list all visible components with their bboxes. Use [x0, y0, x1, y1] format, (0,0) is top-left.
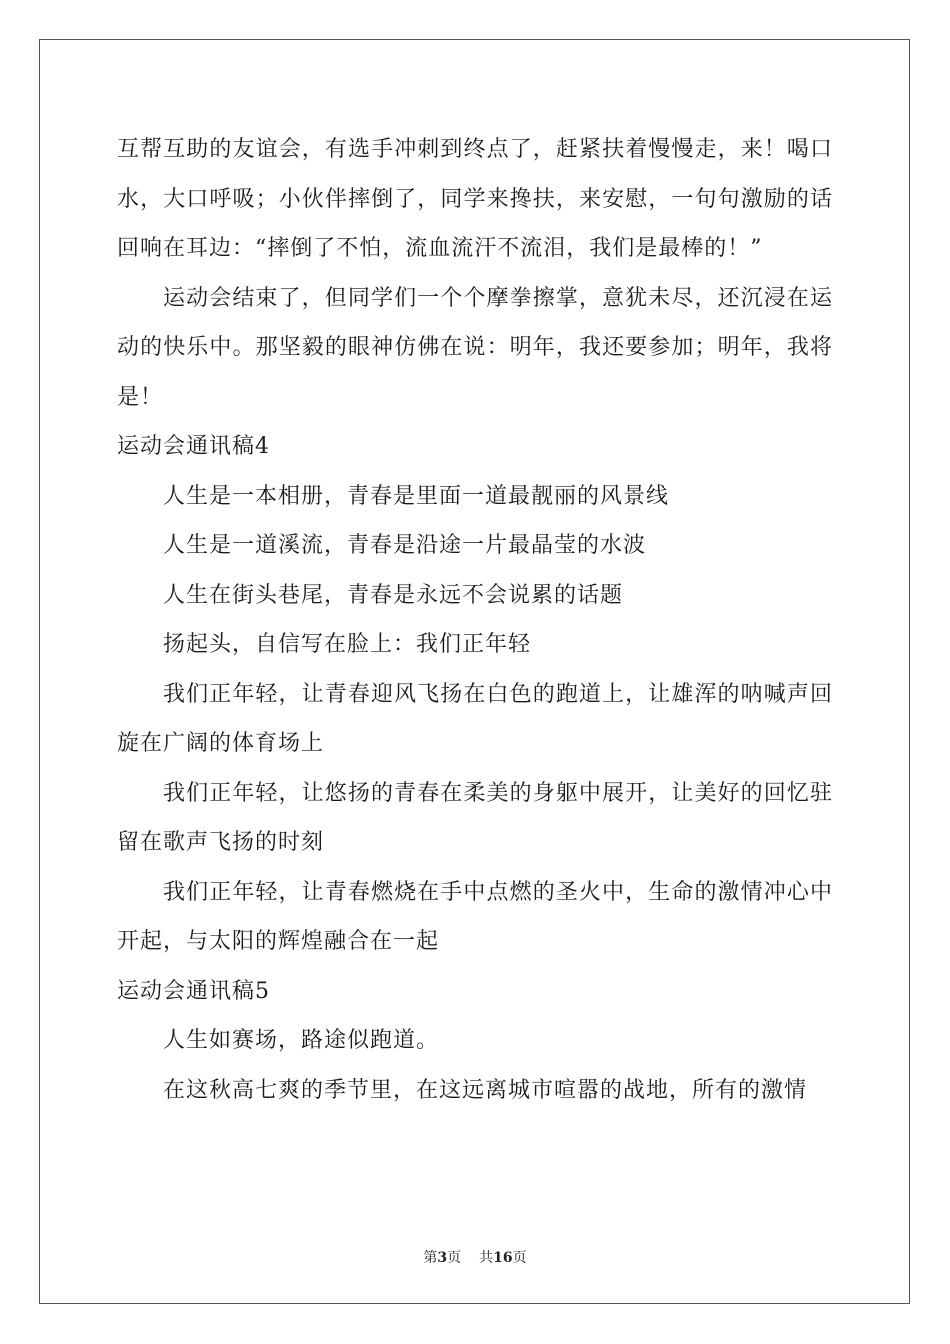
total-pages: 16: [493, 1250, 513, 1266]
total-prefix: 共: [479, 1250, 494, 1266]
section-heading: 运动会通讯稿5: [117, 978, 270, 1004]
page-suffix: 页: [447, 1250, 462, 1266]
paragraph: 人生是一道溪流，青春是沿途一片最晶莹的水波: [163, 533, 647, 558]
paragraph: 在这秋高七爽的季节里，在这远离城市喧嚣的战地，所有的激情: [163, 1077, 808, 1103]
paragraph: 运动会结束了，但同学们一个个摩拳擦掌，意犹未尽，还沉浸在运动的快乐中。那坚毅的眼神仿佛在说：明年，我还要参加；明年，我将是！: [117, 285, 833, 410]
paragraph: 人生在街头巷尾，青春是永远不会说累的话题: [163, 582, 624, 608]
paragraph: 互帮互助的友谊会，有选手冲刺到终点了，赶紧扶着慢慢走，来！喝口水，大口呼吸；小伙伴摔倒了，同学来搀扶，来安慰，一句句激励的话回响在耳边：“摔倒了不怕，流血流汗不流泪，我们是最棒的！”: [117, 137, 833, 261]
paragraph: 扬起头，自信写在脸上：我们正年轻: [163, 632, 532, 657]
page-footer: [0, 1247, 950, 1267]
paragraph: 人生如赛场，路途似跑道。: [163, 1028, 440, 1053]
page-number: 3: [437, 1250, 448, 1266]
paragraph: 我们正年轻，让悠扬的青春在柔美的身躯中展开，让美好的回忆驻留在歌声飞扬的时刻: [117, 780, 833, 855]
paragraph: 我们正年轻，让青春迎风飞扬在白色的跑道上，让雄浑的呐喊声回旋在广阔的体育场上: [117, 681, 833, 756]
page-prefix: 第: [423, 1250, 438, 1266]
paragraph: 我们正年轻，让青春燃烧在手中点燃的圣火中，生命的激情冲心中开起，与太阳的辉煌融合在一起: [117, 879, 833, 954]
total-suffix: 页: [512, 1250, 527, 1266]
section-heading: 运动会通讯稿4: [117, 434, 270, 459]
paragraph: 人生是一本相册，青春是里面一道最靓丽的风景线: [163, 483, 670, 509]
document-body: [117, 125, 833, 1115]
